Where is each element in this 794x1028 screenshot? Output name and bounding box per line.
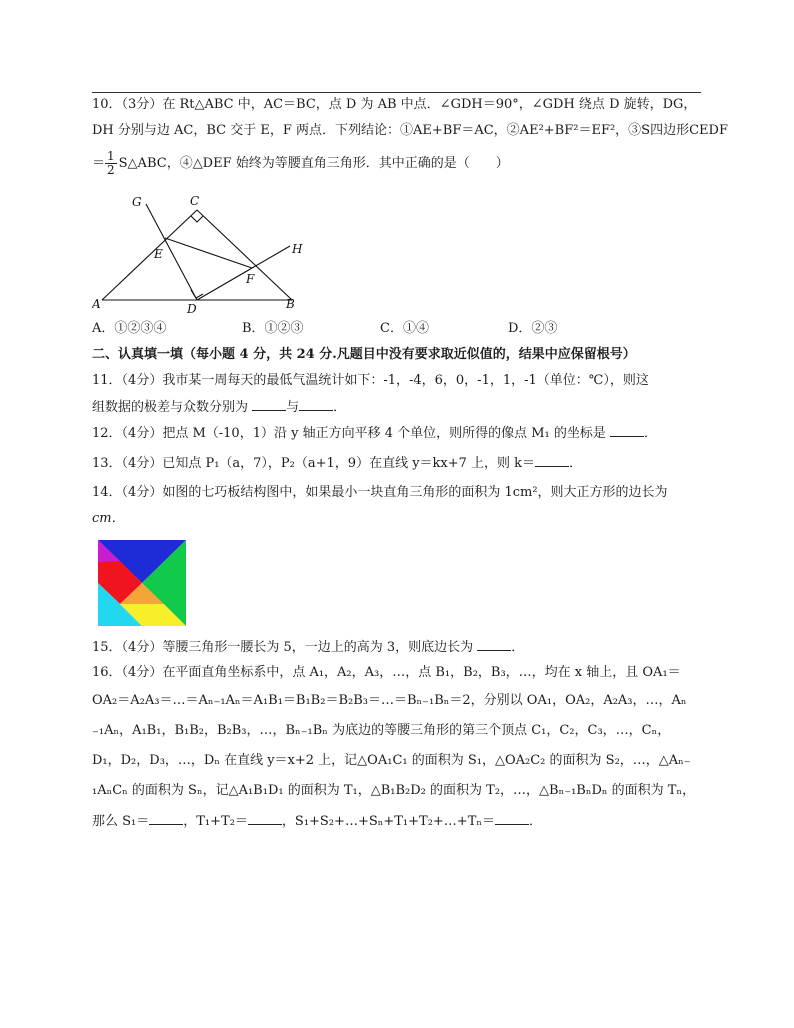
q12-text: 12．（4分）把点 M（-10，1）沿 y 轴正方向平移 4 个单位，则所得的像点 M₁ 的坐标是 [92, 426, 611, 441]
q13-text: 13．（4分）已知点 P₁（a，7），P₂（a+1，9）在直线 y＝kx+7 上，则 k＝ [92, 456, 536, 471]
q15-line [92, 638, 524, 657]
q10-line3-rest: S△ABC，④△DEF 始终为等腰直角三角形．其中正确的是（ ） [118, 156, 509, 171]
label-g: G [132, 195, 142, 209]
q10-option-c[interactable]: C．①④ [380, 321, 429, 336]
q16-line4: D₁，D₂，D₃，…，Dₙ 在直线 y＝x+2 上，记△OA₁C₁ 的面积为 S₁，△OA₂C₂ 的面积为 S₂，…，△Aₙ₋ [92, 753, 691, 768]
q10-fraction [105, 150, 117, 177]
section-2-heading: 二、认真填一填（每小题 4 分，共 24 分.凡题目中没有要求取近似值的，结果中应保留根号） [92, 347, 636, 362]
q16-line3: ₋₁Aₙ，A₁B₁，B₁B₂，B₂B₃，…，Bₙ₋₁Bₙ 为底边的等腰三角形的第三个顶点 C₁，C₂，C₃，…，Cₙ， [92, 723, 671, 738]
q10-line1: 10．（3分）在 Rt△ABC 中，AC＝BC，点 D 为 AB 中点．∠GDH＝90°，∠GDH 绕点 D 旋转，DG， [92, 97, 697, 112]
q14-line2: cm． [92, 511, 125, 526]
top-divider [92, 92, 701, 93]
q16-line5: ₁AₙCₙ 的面积为 Sₙ，记△A₁B₁D₁ 的面积为 T₁，△B₁B₂D₂ 的面积为 T₂，…，△Bₙ₋₁BₙDₙ 的面积为 Tₙ， [92, 783, 696, 798]
q16-text-d: ． [529, 814, 543, 829]
q15-text: 15．（4分）等腰三角形一腰长为 5，一边上的高为 3，则底边长为 [92, 640, 478, 655]
q11-blank-mode[interactable] [299, 398, 333, 411]
label-a: A [92, 297, 101, 311]
q11-line2 [92, 398, 346, 417]
q16-text-c: ，S₁+S₂+…+Sₙ+T₁+T₂+…+Tₙ＝ [281, 814, 495, 829]
q10-option-a[interactable]: A．①②③④ [92, 321, 167, 336]
q10-triangle-figure [92, 190, 322, 318]
q16-blank-s1[interactable] [149, 812, 183, 825]
q16-line1: 16．（4分）在平面直角坐标系中，点 A₁，A₂，A₃，…，点 B₁，B₂，B₃，…，均在 x 轴上，且 OA₁＝ [92, 665, 681, 680]
q11-text-c: ． [333, 400, 347, 415]
q16-text-a: 那么 S₁＝ [92, 814, 150, 829]
q10-line3 [92, 150, 509, 177]
q16-line6 [92, 812, 542, 831]
q13-end: ． [569, 456, 583, 471]
q10-option-b[interactable]: B．①②③ [242, 321, 304, 336]
q13-blank[interactable] [535, 454, 569, 467]
label-c: C [190, 194, 200, 208]
q14-line1: 14．（4分）如图的七巧板结构图中，如果最小一块直角三角形的面积为 1cm²，则大正方形的边长为 [92, 485, 668, 500]
q11-text-a: 组数据的极差与众数分别为 [92, 400, 253, 415]
q16-line2: OA₂＝A₂A₃＝…＝Aₙ₋₁Aₙ＝A₁B₁＝B₁B₂＝B₂B₃＝…＝Bₙ₋₁Bₙ＝2，分别以 OA₁，OA₂，A₂A₃，…，Aₙ [92, 693, 687, 708]
tangram-figure [98, 540, 186, 626]
label-f: F [246, 272, 255, 286]
q12-line [92, 424, 657, 443]
q16-blank-sum[interactable] [495, 812, 529, 825]
q11-blank-range[interactable] [252, 398, 286, 411]
label-e: E [154, 247, 163, 261]
q10-line2: DH 分别与边 AC，BC 交于 E，F 两点．下列结论：①AE+BF＝AC，②AE²+BF²＝EF²，③S四边形CEDF [92, 123, 728, 138]
q10-equals: ＝ [92, 156, 106, 171]
q12-end: ． [644, 426, 658, 441]
q11-text-b: 与 [286, 400, 300, 415]
q16-text-b: ，T₁+T₂＝ [183, 814, 248, 829]
label-d: D [187, 302, 197, 316]
q12-blank[interactable] [610, 424, 644, 437]
q10-frac-den: 2 [107, 163, 115, 177]
q11-line1: 11．（4分）我市某一周每天的最低气温统计如下：-1，-4，6，0，-1，1，-1（单位：℃），则这 [92, 373, 649, 388]
q16-blank-t1t2[interactable] [248, 812, 282, 825]
q13-line [92, 454, 582, 473]
q15-end: ． [511, 640, 525, 655]
q10-frac-num: 1 [107, 149, 115, 163]
label-b: B [286, 297, 295, 311]
q10-option-d[interactable]: D．②③ [508, 321, 558, 336]
q15-blank[interactable] [477, 638, 511, 651]
label-h: H [292, 242, 303, 256]
side-bc [197, 210, 292, 300]
right-angle-c [191, 216, 203, 222]
side-ac [102, 210, 197, 300]
